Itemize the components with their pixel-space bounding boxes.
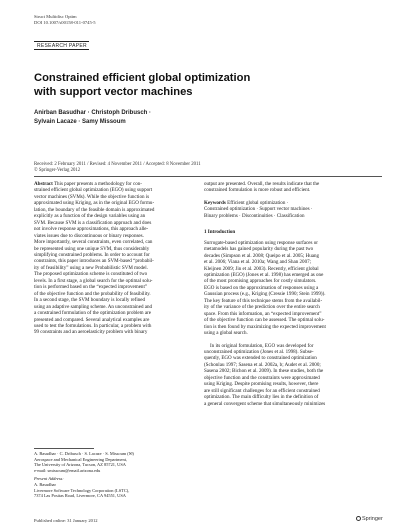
abstract-line: vector machines (SVMs). While the objective function is	[34, 193, 150, 200]
intro-line: Gaussian process (e.g., Kriging (Cressie 1990; Stein 1999)).	[204, 291, 326, 298]
journal-name: Struct Multidisc Optim	[34, 14, 77, 19]
journal-doi: DOI 10.1007/s00158-011-0745-5	[34, 20, 96, 25]
abstract-line: ity of feasibility” using a new Probabilistic SVM model.	[34, 264, 148, 271]
intro-line: In its original formulation, EGO was developed for	[210, 342, 314, 349]
abstract-line: levels. In a first stage, a global search for the optimal solu-	[34, 277, 153, 284]
author-list	[34, 109, 151, 126]
keywords	[204, 200, 369, 219]
affiliation-email[interactable]: e-mail: smissoum@email.arizona.edu	[34, 467, 101, 473]
title-line: with support vector machines	[34, 86, 193, 98]
received-dates: Received: 2 February 2011 / Revised: 4 November 2011 / Accepted: 8 November 2011	[34, 162, 201, 167]
springer-logo-icon	[356, 516, 361, 521]
abstract-line: tion is performed based on the “expected improvement”	[34, 284, 148, 291]
abstract-line: of the objective function and the probability of feasibility.	[34, 290, 151, 297]
intro-line: a general convergent scheme that simultaneously minimizes	[204, 400, 326, 407]
intro-line: ity of the variance of the prediction over the entire search	[204, 304, 320, 311]
intro-line: space. From this information, an “expected improvement”	[204, 310, 322, 317]
keywords-label: Keywords	[204, 199, 226, 206]
journal-header	[34, 14, 96, 26]
publisher-mark	[356, 516, 383, 522]
abstract-line: More importantly, several constraints, even correlated, can	[34, 239, 153, 246]
keywords-line: Constrained optimization · Support vector machines ·	[204, 206, 313, 213]
intro-line: decades (Simpson et al. 2008; Queipo et al. 2005; Huang	[204, 252, 320, 259]
abstract-line: constrained formulation is more robust and efficient.	[204, 187, 311, 194]
submission-dates	[34, 162, 201, 174]
intro-line: using a global search.	[204, 330, 248, 337]
intro-line: tion is then found by maximizing the expected improvement	[204, 323, 326, 330]
intro-line: using Kriging. Despite promising results, however, there	[204, 381, 319, 388]
intro-line: objective function and the constraints were approximated	[204, 374, 320, 381]
title-line: Constrained efficient global optimization	[34, 72, 251, 84]
introduction-paragraph-2	[204, 343, 369, 408]
article-type-badge: RESEARCH PAPER	[34, 41, 89, 50]
present-address-line: 7374 Las Positas Road, Livermore, CA 94551, USA	[34, 493, 126, 499]
publisher-name: Springer	[362, 516, 383, 522]
abstract-line: be represented using one unique SVM, thus considerably	[34, 245, 150, 252]
affiliation-line: A. Basudhar · C. Dribusch · S. Lacaze · S. Missoum (✉)	[34, 451, 134, 456]
right-column	[204, 181, 369, 407]
intro-line: of the most promising approaches for costly simulators.	[204, 278, 317, 285]
footnote-divider	[34, 448, 94, 449]
intro-line: optimization. The main difficulty lies in the definition of	[204, 394, 319, 401]
paper-title	[34, 71, 294, 99]
keywords-line: Efficient global optimization ·	[227, 199, 289, 206]
abstract-label: Abstract	[34, 181, 53, 187]
abstract-line: output are presented. Overall, the results indicate that the	[204, 181, 320, 187]
intro-line: (Schonlau 1997; Sasena et al. 2002a, b; Audet et al. 2000;	[204, 361, 321, 368]
present-address-line: A. Basudhar	[34, 481, 56, 487]
intro-line: EGO is based on the approximation of responses using a	[204, 284, 319, 291]
intro-line: Sasena 2002; Bichon et al. 2009). In these studies, both the	[204, 368, 324, 375]
present-address-line: Livermore Software Technology Corporation (LSTC),	[34, 487, 130, 493]
affiliation-footnote	[34, 451, 194, 499]
published-date: Published online: 31 January 2012	[34, 518, 98, 523]
abstract-line: not involve response approximations, this approach alle-	[34, 226, 149, 233]
affiliation-line: Aerospace and Mechanical Engineering Department,	[34, 456, 128, 462]
copyright-notice: © Springer-Verlag 2012	[34, 168, 81, 174]
abstract-line: presented and compared. Several analytical examples are	[34, 316, 150, 323]
present-address-label: Present Address:	[34, 476, 64, 482]
intro-line: metamodels has gained popularity during the past two	[204, 246, 314, 253]
abstract-line: SVM. Because SVM is a classification approach and does	[34, 219, 152, 226]
intro-line: Surrogate-based optimization using response surfaces or	[204, 239, 318, 246]
header-divider	[34, 176, 382, 177]
abstract-line: The proposed optimization scheme is constituted of two	[34, 271, 148, 278]
intro-line: quently, EGO was extended to constrained optimization	[204, 355, 317, 362]
abstract-line: a constrained formulation of the optimization problem are	[34, 310, 152, 317]
introduction-paragraph	[204, 240, 369, 337]
abstract-line: 99 constraints and an aeroelasticity problem with binary	[34, 329, 148, 336]
abstract-line: simplifying constrained problems. In order to account for	[34, 251, 150, 258]
abstract-line: This paper presents a methodology for con-	[53, 181, 142, 187]
abstract-line: viates issues due to discontinuous or binary responses.	[34, 232, 144, 239]
left-column	[34, 181, 199, 336]
intro-line: optimization (EGO) (Jones et al. 1998) has emerged as one	[204, 271, 324, 278]
intro-line: et al. 2006; Viana et al. 2010a; Wang and Shan 2007;	[204, 259, 312, 266]
abstract-line: used to test the formulations. In particular, a problem with	[34, 322, 152, 329]
abstract-line: lation, the boundary of the feasible domain is approximated	[34, 206, 155, 213]
abstract-line: approximated using Kriging, as in the original EGO formu-	[34, 200, 155, 207]
abstract-line: explicitly as a function of the design variables using an	[34, 213, 146, 220]
author-line: Anirban Basudhar · Christoph Dribusch ·	[34, 110, 152, 116]
affiliation-line: The University of Arizona, Tucson, AZ 85721, USA	[34, 462, 126, 468]
abstract-end	[204, 181, 369, 194]
section-heading-introduction: 1 Introduction	[204, 229, 236, 236]
keywords-line: Binary problems · Discontinuities · Classification	[204, 212, 305, 219]
abstract-line: strained efficient global optimization (EGO) using support	[34, 187, 153, 194]
abstract	[34, 181, 199, 336]
abstract-line: In a second stage, the SVM boundary is locally refined	[34, 297, 146, 304]
intro-line: are still significant challenges for an efficient constrained	[204, 387, 320, 394]
abstract-line: using an adaptive sampling scheme. An unconstrained and	[34, 303, 153, 310]
intro-line: Kleijnen 2009; Jin et al. 2003). Recently, efficient global	[204, 265, 319, 272]
intro-line: of the objective function can be assessed. The optimal solu-	[204, 317, 325, 324]
intro-line: unconstrained optimization (Jones et al. 1998). Subse-	[204, 348, 314, 355]
abstract-line: constraints, this paper introduces an SVM-based “probabil-	[34, 258, 154, 265]
intro-line: The key feature of this technique stems from the availabil-	[204, 297, 323, 304]
author-line: Sylvain Lacaze · Samy Missoum	[34, 118, 126, 125]
